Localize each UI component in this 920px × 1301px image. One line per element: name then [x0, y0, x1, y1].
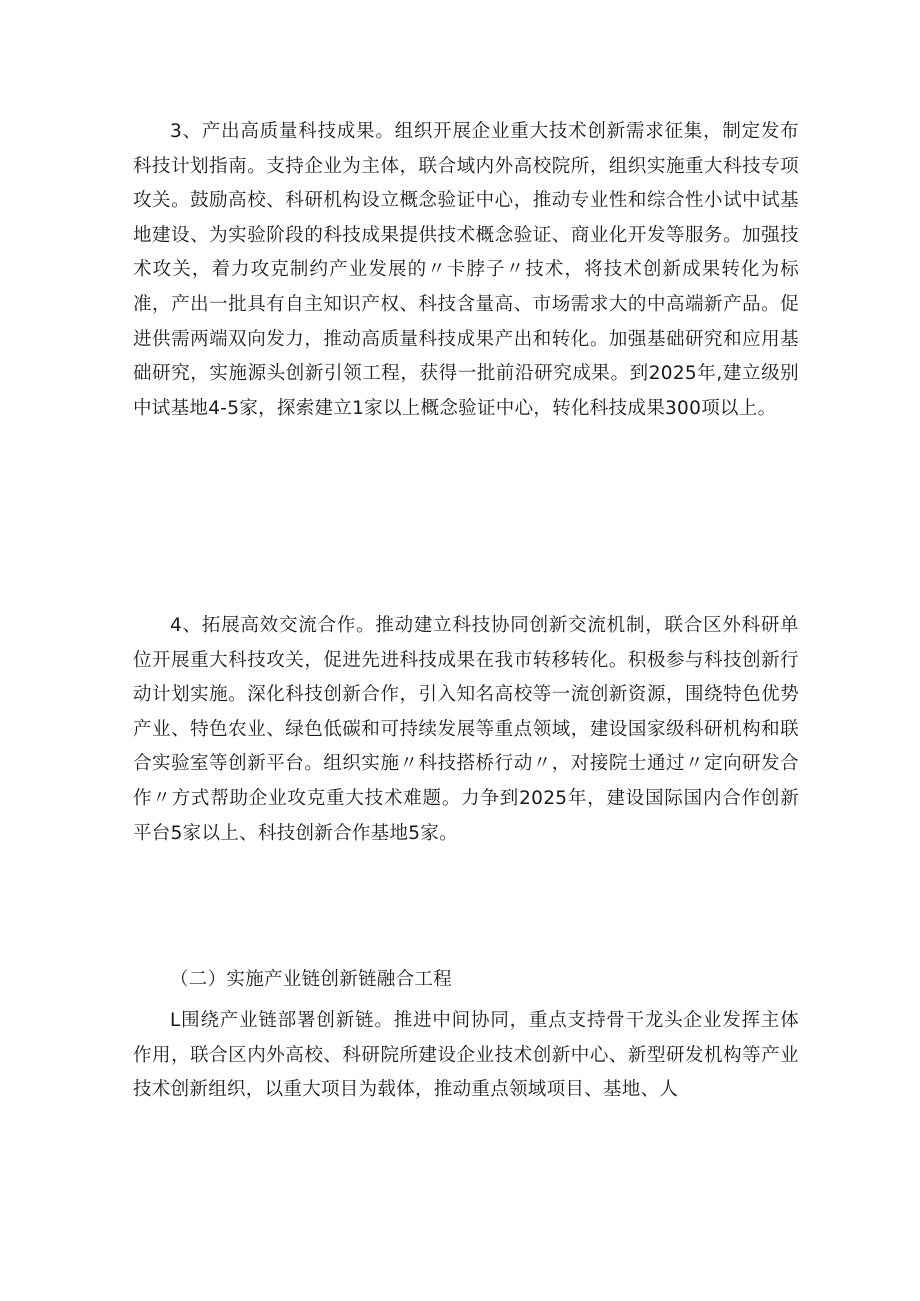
paragraph-tech-achievements: 3、产出高质量科技成果。组织开展企业重大技术创新需求征集，制定发布科技计划指南。支持企业为主体，联合域内外高校院所，组织实施重大科技专项攻关。鼓励高校、科研机构设立概念验证中心，推动专业性和综合性小试中试基地建设、为实验阶段的科技成果提供技术概念验证、商业化开发等服务。加强技术攻关，着力攻克制约产业发展的〃卡脖子〃技术，将技术创新成果转化为标准，产出一批具有自主知识产权、科技含量高、市场需求大的中高端新产品。促进供需两端双向发力，推动高质量科技成果产出和转化。加强基础研究和应用基础研究，实施源头创新引领工程，获得一批前沿研究成果。到2025年,建立级别中试基地4-5家，探索建立1家以上概念验证中心，转化科技成果300项以上。 — [133, 121, 799, 419]
paragraph-exchange-cooperation: 4、拓展高效交流合作。推动建立科技协同创新交流机制，联合区外科研单位开展重大科技攻关，促进先进科技成果在我市转移转化。积极参与科技创新行动计划实施。深化科技创新合作，引入知名高校等一流创新资源，围绕特色优势产业、特色农业、绿色低碳和可持续发展等重点领域，建设国家级科研机构和联合实验室等创新平台。组织实施〃科技搭桥行动〃，对接院士通过〃定向研发合作〃方式帮助企业攻克重大技术难题。力争到2025年，建设国际国内合作创新平台5家以上、科技创新合作基地5家。 — [133, 615, 799, 844]
paragraph-industry-chain: L围绕产业链部署创新链。推进中间协同，重点支持骨干龙头企业发挥主体作用，联合区内外高校、科研院所建设企业技术创新中心、新型研发机构等产业技术创新组织，以重大项目为载体，推动重点领域项目、基地、人 — [133, 1010, 799, 1101]
section-heading: （二）实施产业链创新链融合工程 — [170, 969, 453, 990]
